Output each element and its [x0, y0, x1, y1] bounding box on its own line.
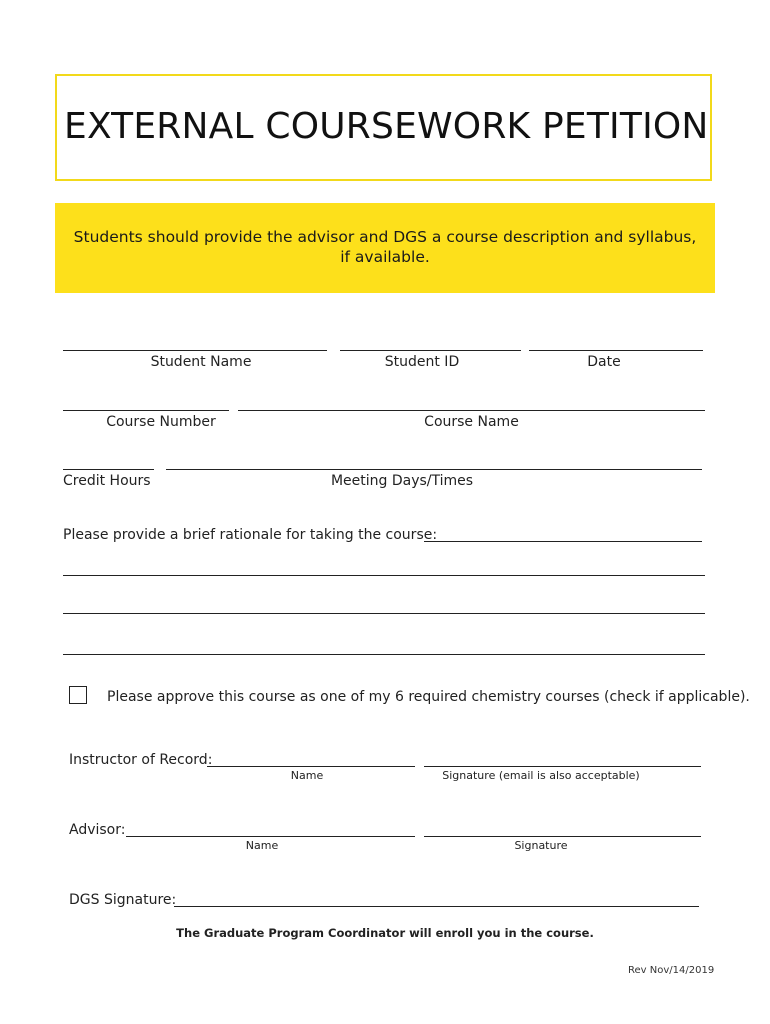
rationale-line-1[interactable]: [63, 575, 705, 576]
advisor-label: Advisor:: [69, 822, 126, 838]
instructor-signature-field[interactable]: [424, 766, 701, 767]
credit-hours-field[interactable]: [63, 469, 154, 470]
meeting-days-times-field[interactable]: [166, 469, 702, 470]
course-name-field[interactable]: [238, 410, 705, 411]
instruction-line-1: Students should provide the advisor and DGS a course description and syllabus,: [73, 228, 697, 246]
instructor-name-field[interactable]: [207, 766, 415, 767]
advisor-signature-field[interactable]: [424, 836, 701, 837]
advisor-signature-caption: Signature: [514, 839, 568, 852]
dgs-signature-field[interactable]: [174, 906, 699, 907]
date-field[interactable]: [529, 350, 703, 351]
course-number-field[interactable]: [63, 410, 229, 411]
student-id-field[interactable]: [340, 350, 521, 351]
date-label: Date: [587, 354, 621, 370]
student-name-label: Student Name: [150, 354, 252, 370]
revision-date: Rev Nov/14/2019: [628, 965, 715, 976]
instruction-text: [55, 227, 715, 267]
approval-checkbox[interactable]: [69, 686, 87, 704]
course-name-label: Course Name: [424, 414, 519, 430]
instructor-label: Instructor of Record:: [69, 752, 213, 768]
rationale-line-2[interactable]: [63, 613, 705, 614]
meeting-days-times-label: Meeting Days/Times: [330, 473, 474, 489]
advisor-name-caption: Name: [245, 839, 279, 852]
advisor-name-field[interactable]: [126, 836, 415, 837]
student-id-label: Student ID: [384, 354, 460, 370]
instructor-name-caption: Name: [290, 769, 324, 782]
page-title: EXTERNAL COURSEWORK PETITION: [64, 106, 709, 147]
course-number-label: Course Number: [106, 414, 216, 430]
rationale-line-3[interactable]: [63, 654, 705, 655]
footer-note: The Graduate Program Coordinator will enroll you in the course.: [176, 926, 594, 940]
instruction-line-2: if available.: [340, 248, 430, 266]
approval-checkbox-label: Please approve this course as one of my 6 required chemistry courses (check if applicable).: [107, 689, 750, 705]
credit-hours-label: Credit Hours: [63, 473, 151, 489]
dgs-signature-label: DGS Signature:: [69, 892, 177, 908]
instructor-signature-caption: Signature (email is also acceptable): [442, 769, 640, 782]
rationale-line-0[interactable]: [424, 541, 702, 542]
student-name-field[interactable]: [63, 350, 327, 351]
rationale-prompt: Please provide a brief rationale for taking the course:: [63, 527, 438, 543]
